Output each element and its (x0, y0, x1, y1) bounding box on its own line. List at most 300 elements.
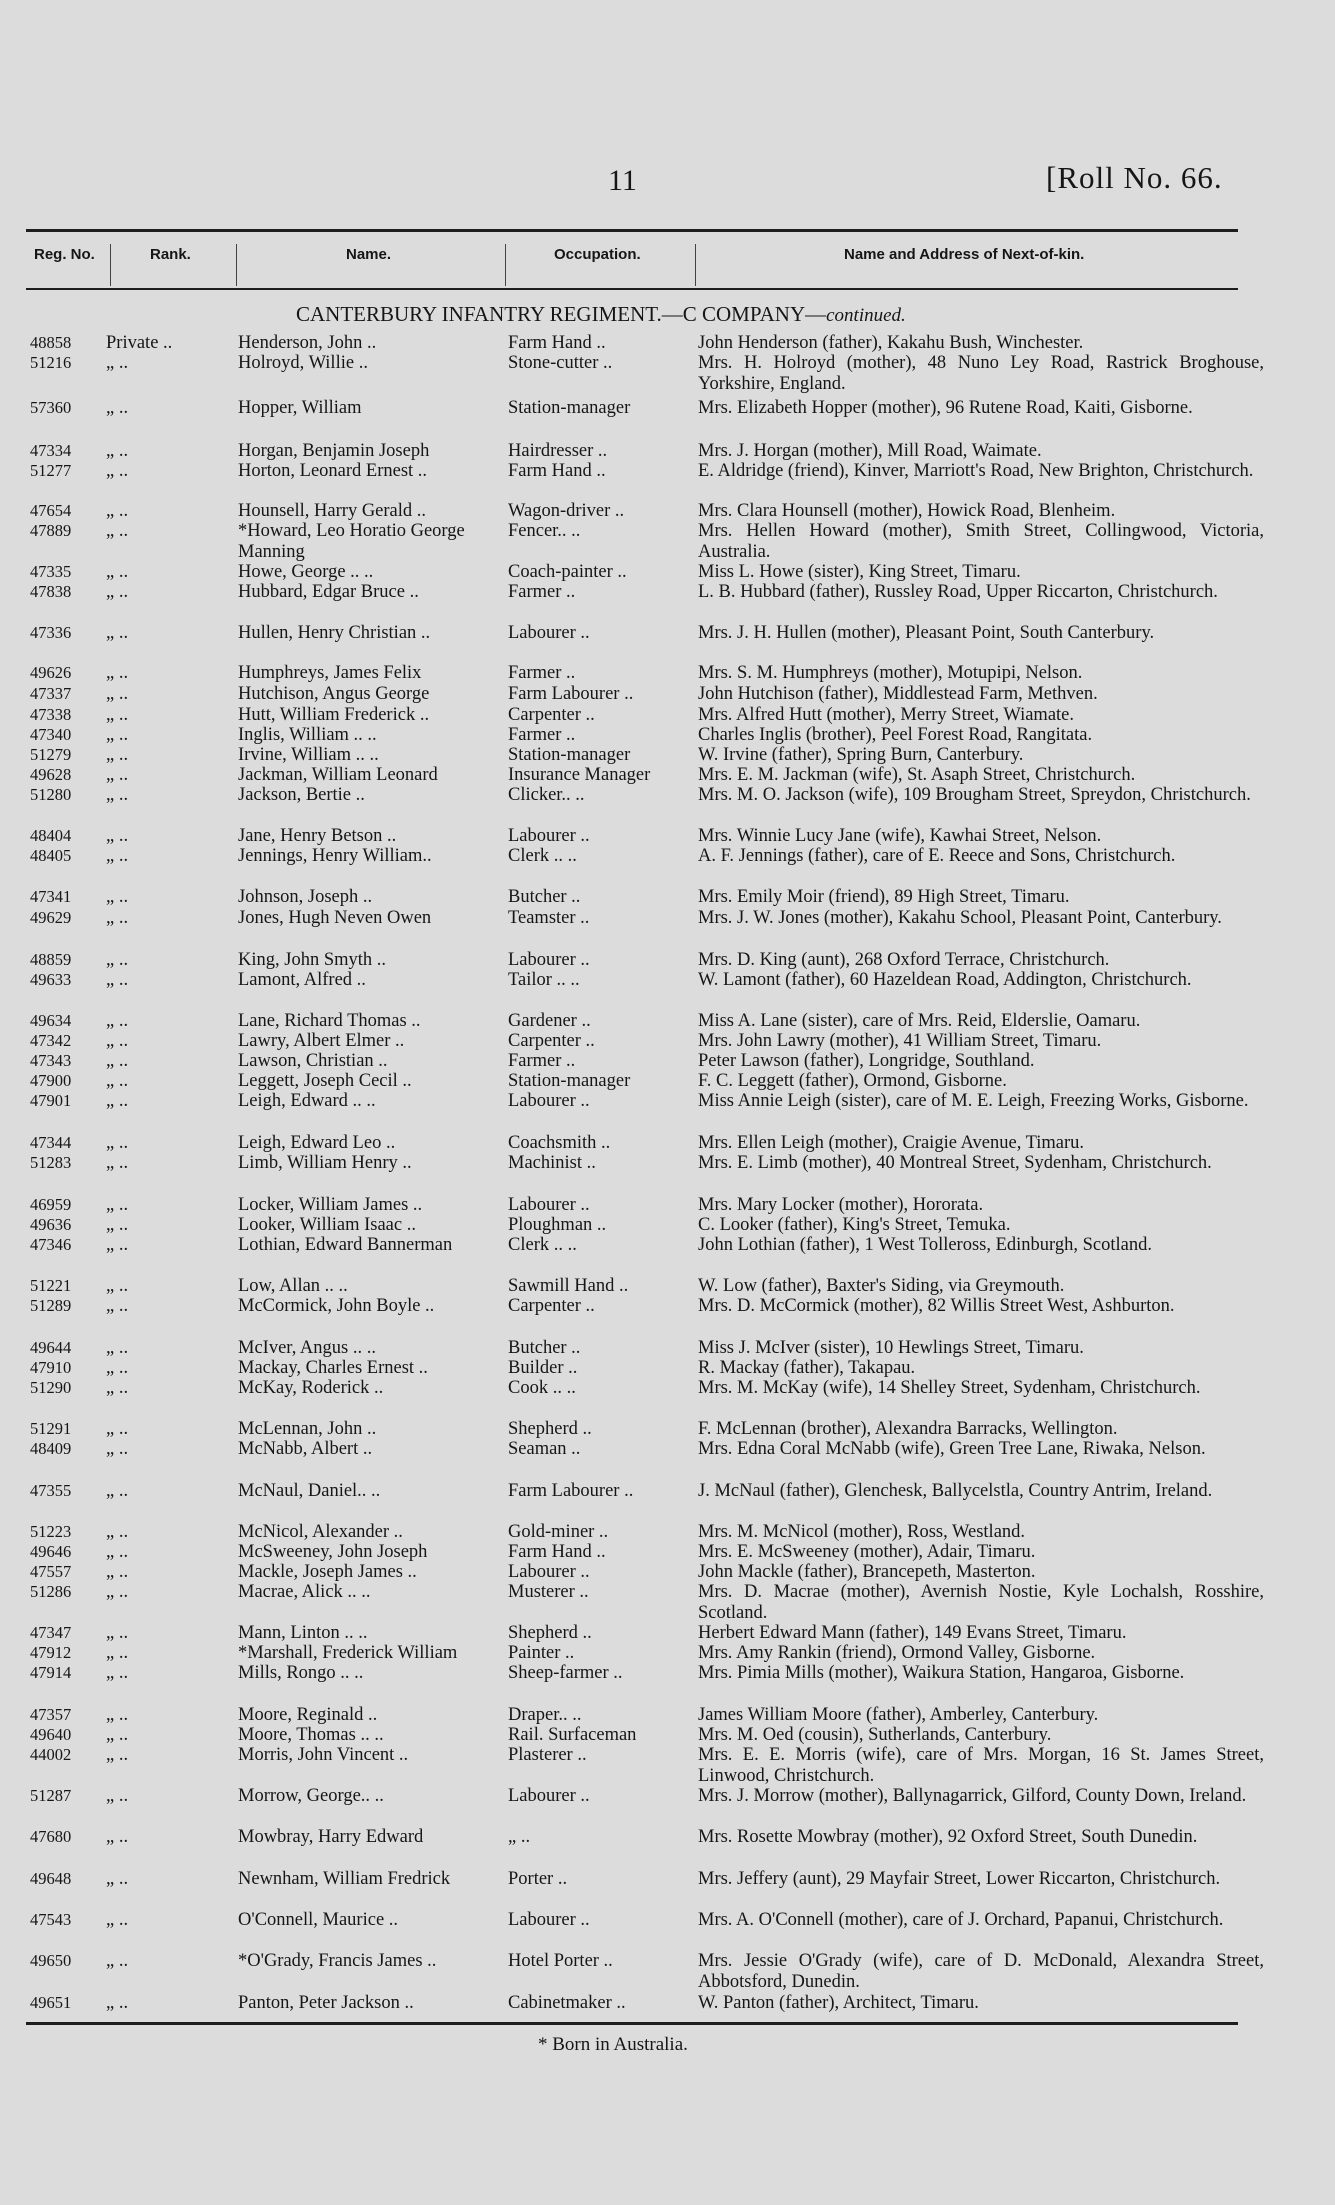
occupation: Farm Labourer .. (508, 684, 634, 704)
rank: „ .. (106, 765, 129, 785)
rank: „ .. (106, 745, 129, 765)
soldier-name: Mowbray, Harry Edward (238, 1827, 424, 1847)
next-of-kin: R. Mackay (father), Takapau. (698, 1358, 916, 1378)
occupation: Butcher .. (508, 1338, 581, 1358)
reg-number: 51221 (30, 1276, 72, 1295)
next-of-kin: Mrs. J. Morrow (mother), Ballynagarrick, Gilford, County Down, Ireland. (698, 1786, 1247, 1806)
occupation: Seaman .. (508, 1439, 581, 1459)
reg-number: 49626 (30, 663, 72, 682)
next-of-kin: John Lothian (father), 1 West Tolleross, Edinburgh, Scotland. (698, 1235, 1152, 1255)
header-name: Name. (346, 246, 392, 263)
rank: „ .. (106, 887, 129, 907)
occupation: Labourer .. (508, 1195, 590, 1215)
soldier-name: Henderson, John .. (238, 333, 377, 353)
soldier-name: McKay, Roderick .. (238, 1378, 384, 1398)
next-of-kin: Mrs. M. O. Jackson (wife), 109 Brougham Street, Spreydon, Christchurch. (698, 785, 1251, 805)
soldier-name: McSweeney, John Joseph (238, 1542, 428, 1562)
rank: „ .. (106, 1827, 129, 1847)
rank: „ .. (106, 501, 129, 521)
soldier-name: McLennan, John .. (238, 1419, 377, 1439)
soldier-name: McNicol, Alexander .. (238, 1522, 403, 1542)
soldier-name: Hullen, Henry Christian .. (238, 623, 431, 643)
rank: „ .. (106, 1338, 129, 1358)
next-of-kin: Mrs. D. King (aunt), 268 Oxford Terrace, Christchurch. (698, 950, 1110, 970)
reg-number: 49650 (30, 1951, 72, 1970)
next-of-kin: Miss J. McIver (sister), 10 Hewlings Street, Timaru. (698, 1338, 1084, 1358)
reg-number: 47338 (30, 705, 72, 724)
reg-number: 47342 (30, 1031, 72, 1050)
occupation: Ploughman .. (508, 1215, 607, 1235)
rank: Private .. (106, 333, 173, 353)
rank: „ .. (106, 846, 129, 866)
soldier-name: Holroyd, Willie .. (238, 353, 368, 373)
soldier-name: Jones, Hugh Neven Owen (238, 908, 432, 928)
next-of-kin: John Henderson (father), Kakahu Bush, Winchester. (698, 333, 1084, 353)
soldier-name: Looker, William Isaac .. (238, 1215, 416, 1235)
header-top-rule (26, 229, 1238, 232)
occupation: Labourer .. (508, 826, 590, 846)
occupation: Farm Hand .. (508, 333, 606, 353)
regiment-continued: continued. (826, 305, 906, 326)
soldier-name: Irvine, William .. .. (238, 745, 379, 765)
reg-number: 47344 (30, 1133, 72, 1152)
soldier-name: Lawry, Albert Elmer .. (238, 1031, 405, 1051)
occupation: Draper.. .. (508, 1705, 582, 1725)
reg-number: 47335 (30, 562, 72, 581)
rank: „ .. (106, 684, 129, 704)
soldier-name: Panton, Peter Jackson .. (238, 1993, 414, 2013)
occupation: Clerk .. .. (508, 846, 577, 866)
header-rank: Rank. (150, 246, 191, 263)
soldier-name: Humphreys, James Felix (238, 663, 422, 683)
reg-number: 49633 (30, 970, 72, 989)
occupation: Clicker.. .. (508, 785, 585, 805)
rank: „ .. (106, 1562, 129, 1582)
reg-number: 48859 (30, 950, 72, 969)
soldier-name: Inglis, William .. .. (238, 725, 377, 745)
reg-number: 51279 (30, 745, 72, 764)
column-divider (110, 244, 111, 286)
rank: „ .. (106, 1276, 129, 1296)
soldier-name: *O'Grady, Francis James .. (238, 1951, 437, 1971)
rank: „ .. (106, 1705, 129, 1725)
occupation: Rail. Surfaceman (508, 1725, 637, 1745)
next-of-kin: A. F. Jennings (father), care of E. Reece and Sons, Christchurch. (698, 846, 1176, 866)
next-of-kin: Charles Inglis (brother), Peel Forest Road, Rangitata. (698, 725, 1093, 745)
soldier-name: Lamont, Alfred .. (238, 970, 366, 990)
next-of-kin: Mrs. Amy Rankin (friend), Ormond Valley, Gisborne. (698, 1643, 1096, 1663)
rank: „ .. (106, 1910, 129, 1930)
rank: „ .. (106, 1663, 129, 1683)
rank: „ .. (106, 1296, 129, 1316)
rank: „ .. (106, 1643, 129, 1663)
rank: „ .. (106, 521, 129, 541)
soldier-name: Moore, Thomas .. .. (238, 1725, 384, 1745)
soldier-name: Mackle, Joseph James .. (238, 1562, 417, 1582)
soldier-name: Lane, Richard Thomas .. (238, 1011, 421, 1031)
reg-number: 49629 (30, 908, 72, 927)
next-of-kin: Mrs. M. Oed (cousin), Sutherlands, Canterbury. (698, 1725, 1052, 1745)
soldier-name: Jennings, Henry William.. (238, 846, 432, 866)
soldier-name: Jackson, Bertie .. (238, 785, 365, 805)
reg-number: 47889 (30, 521, 72, 540)
soldier-name: Jane, Henry Betson .. (238, 826, 397, 846)
reg-number: 49640 (30, 1725, 72, 1744)
rank: „ .. (106, 1235, 129, 1255)
soldier-name: Hutchison, Angus George (238, 684, 430, 704)
soldier-name: McIver, Angus .. .. (238, 1338, 376, 1358)
next-of-kin: Miss A. Lane (sister), care of Mrs. Reid, Elderslie, Oamaru. (698, 1011, 1141, 1031)
rank: „ .. (106, 1786, 129, 1806)
occupation: Farm Hand .. (508, 461, 606, 481)
reg-number: 47337 (30, 684, 72, 703)
next-of-kin: Mrs. A. O'Connell (mother), care of J. Orchard, Papanui, Christchurch. (698, 1910, 1224, 1930)
rank: „ .. (106, 705, 129, 725)
reg-number: 51287 (30, 1786, 72, 1805)
occupation: Insurance Manager (508, 765, 651, 785)
occupation: Labourer .. (508, 623, 590, 643)
next-of-kin: Mrs. Winnie Lucy Jane (wife), Kawhai Street, Nelson. (698, 826, 1102, 846)
rank: „ .. (106, 1358, 129, 1378)
rank: „ .. (106, 1153, 129, 1173)
soldier-name: Horton, Leonard Ernest .. (238, 461, 428, 481)
header-bottom-rule (26, 288, 1238, 290)
next-of-kin: Mrs. Rosette Mowbray (mother), 92 Oxford Street, South Dunedin. (698, 1827, 1198, 1847)
occupation: „ .. (508, 1827, 531, 1847)
next-of-kin: W. Low (father), Baxter's Siding, via Greymouth. (698, 1276, 1065, 1296)
soldier-name: *Howard, Leo Horatio George Manning (238, 521, 465, 562)
reg-number: 51216 (30, 353, 72, 372)
reg-number: 47357 (30, 1705, 72, 1724)
occupation: Shepherd .. (508, 1419, 592, 1439)
rank: „ .. (106, 623, 129, 643)
rank: „ .. (106, 663, 129, 683)
next-of-kin: Mrs. J. W. Jones (mother), Kakahu School, Pleasant Point, Canterbury. (698, 908, 1222, 928)
occupation: Wagon-driver .. (508, 501, 625, 521)
rank: „ .. (106, 1522, 129, 1542)
reg-number: 47838 (30, 582, 72, 601)
soldier-name: Hounsell, Harry Gerald .. (238, 501, 427, 521)
rank: „ .. (106, 1993, 129, 2013)
reg-number: 47654 (30, 501, 72, 520)
next-of-kin: Mrs. Pimia Mills (mother), Waikura Station, Hangaroa, Gisborne. (698, 1663, 1185, 1683)
reg-number: 47900 (30, 1071, 72, 1090)
reg-number: 49636 (30, 1215, 72, 1234)
reg-number: 47346 (30, 1235, 72, 1254)
reg-number: 47557 (30, 1562, 72, 1581)
reg-number: 47343 (30, 1051, 72, 1070)
soldier-name: Low, Allan .. .. (238, 1276, 348, 1296)
next-of-kin: Mrs. S. M. Humphreys (mother), Motupipi, Nelson. (698, 663, 1083, 683)
occupation: Shepherd .. (508, 1623, 592, 1643)
soldier-name: Leggett, Joseph Cecil .. (238, 1071, 412, 1091)
rank: „ .. (106, 1951, 129, 1971)
rank: „ .. (106, 1481, 129, 1501)
occupation: Stone-cutter .. (508, 353, 613, 373)
rank: „ .. (106, 582, 129, 602)
page-number: 11 (608, 164, 637, 197)
soldier-name: Hutt, William Frederick .. (238, 705, 430, 725)
rank: „ .. (106, 1623, 129, 1643)
rank: „ .. (106, 908, 129, 928)
occupation: Musterer .. (508, 1582, 589, 1602)
regiment-title: CANTERBURY INFANTRY REGIMENT.—C COMPANY— (296, 302, 827, 326)
occupation: Labourer .. (508, 1786, 590, 1806)
occupation: Gold-miner .. (508, 1522, 609, 1542)
soldier-name: Mann, Linton .. .. (238, 1623, 368, 1643)
soldier-name: King, John Smyth .. (238, 950, 387, 970)
soldier-name: *Marshall, Frederick William (238, 1643, 458, 1663)
next-of-kin: Mrs. J. H. Hullen (mother), Pleasant Point, South Canterbury. (698, 623, 1155, 643)
occupation: Farmer .. (508, 582, 576, 602)
column-divider (236, 244, 237, 286)
rank: „ .. (106, 1091, 129, 1111)
reg-number: 47914 (30, 1663, 72, 1682)
soldier-name: Morrow, George.. .. (238, 1786, 384, 1806)
occupation: Carpenter .. (508, 1296, 595, 1316)
soldier-name: Lawson, Christian .. (238, 1051, 388, 1071)
next-of-kin: Miss L. Howe (sister), King Street, Timaru. (698, 562, 1021, 582)
next-of-kin: W. Irvine (father), Spring Burn, Canterbury. (698, 745, 1024, 765)
next-of-kin: Mrs. J. Horgan (mother), Mill Road, Waimate. (698, 441, 1042, 461)
header-next-of-kin: Name and Address of Next-of-kin. (844, 246, 1085, 263)
soldier-name: Leigh, Edward .. .. (238, 1091, 376, 1111)
reg-number: 47543 (30, 1910, 72, 1929)
soldier-name: O'Connell, Maurice .. (238, 1910, 399, 1930)
next-of-kin: Mrs. M. McNicol (mother), Ross, Westland. (698, 1522, 1026, 1542)
rank: „ .. (106, 1725, 129, 1745)
soldier-name: Horgan, Benjamin Joseph (238, 441, 430, 461)
next-of-kin: Mrs. E. Limb (mother), 40 Montreal Street, Sydenham, Christchurch. (698, 1153, 1212, 1173)
rank: „ .. (106, 441, 129, 461)
reg-number: 49634 (30, 1011, 72, 1030)
reg-number: 49644 (30, 1338, 72, 1357)
rank: „ .. (106, 725, 129, 745)
occupation: Porter .. (508, 1869, 568, 1889)
next-of-kin: Mrs. D. McCormick (mother), 82 Willis Street West, Ashburton. (698, 1296, 1175, 1316)
reg-number: 47347 (30, 1623, 72, 1642)
occupation: Coachsmith .. (508, 1133, 611, 1153)
next-of-kin: Mrs. Ellen Leigh (mother), Craigie Avenue, Timaru. (698, 1133, 1085, 1153)
reg-number: 57360 (30, 398, 72, 417)
reg-number: 47340 (30, 725, 72, 744)
next-of-kin: L. B. Hubbard (father), Russley Road, Upper Riccarton, Christchurch. (698, 582, 1218, 602)
soldier-name: Moore, Reginald .. (238, 1705, 378, 1725)
occupation: Labourer .. (508, 1562, 590, 1582)
occupation: Sheep-farmer .. (508, 1663, 623, 1683)
occupation: Coach-painter .. (508, 562, 627, 582)
reg-number: 47355 (30, 1481, 72, 1500)
occupation: Labourer .. (508, 950, 590, 970)
reg-number: 51291 (30, 1419, 72, 1438)
reg-number: 51290 (30, 1378, 72, 1397)
occupation: Painter .. (508, 1643, 575, 1663)
rank: „ .. (106, 1542, 129, 1562)
soldier-name: Newnham, William Fredrick (238, 1869, 451, 1889)
reg-number: 47680 (30, 1827, 72, 1846)
reg-number: 48405 (30, 846, 72, 865)
occupation: Butcher .. (508, 887, 581, 907)
soldier-name: McCormick, John Boyle .. (238, 1296, 435, 1316)
next-of-kin: Mrs. Elizabeth Hopper (mother), 96 Rutene Road, Kaiti, Gisborne. (698, 398, 1193, 418)
occupation: Builder .. (508, 1358, 578, 1378)
next-of-kin: Mrs. E. M. Jackman (wife), St. Asaph Street, Christchurch. (698, 765, 1136, 785)
soldier-name: McNaul, Daniel.. .. (238, 1481, 381, 1501)
rank: „ .. (106, 1439, 129, 1459)
occupation: Teamster .. (508, 908, 590, 928)
column-divider (695, 244, 696, 286)
occupation: Cabinetmaker .. (508, 1993, 626, 2013)
next-of-kin: W. Lamont (father), 60 Hazeldean Road, Addington, Christchurch. (698, 970, 1192, 990)
next-of-kin: Herbert Edward Mann (father), 149 Evans Street, Timaru. (698, 1623, 1127, 1643)
reg-number: 48404 (30, 826, 72, 845)
next-of-kin: E. Aldridge (friend), Kinver, Marriott's Road, New Brighton, Christchurch. (698, 461, 1254, 481)
reg-number: 47341 (30, 887, 72, 906)
rank: „ .. (106, 1378, 129, 1398)
reg-number: 49628 (30, 765, 72, 784)
rank: „ .. (106, 1582, 129, 1602)
next-of-kin: Mrs. Mary Locker (mother), Hororata. (698, 1195, 984, 1215)
rank: „ .. (106, 1215, 129, 1235)
next-of-kin: Mrs. E. E. Morris (wife), care of Mrs. Morgan, 16 St. James Street, Linwood, Christchurch. (698, 1745, 1264, 1786)
reg-number: 51286 (30, 1582, 72, 1601)
soldier-name: Mills, Rongo .. .. (238, 1663, 364, 1683)
occupation: Station-manager (508, 398, 631, 418)
occupation: Clerk .. .. (508, 1235, 577, 1255)
soldier-name: Hopper, William (238, 398, 362, 418)
occupation: Labourer .. (508, 1091, 590, 1111)
next-of-kin: Mrs. Emily Moir (friend), 89 High Street, Timaru. (698, 887, 1070, 907)
occupation: Station-manager (508, 1071, 631, 1091)
rank: „ .. (106, 950, 129, 970)
rank: „ .. (106, 1745, 129, 1765)
soldier-name: Mackay, Charles Ernest .. (238, 1358, 428, 1378)
rank: „ .. (106, 1419, 129, 1439)
next-of-kin: Mrs. D. Macrae (mother), Avernish Nostie, Kyle Lochalsh, Rosshire, Scotland. (698, 1582, 1264, 1623)
next-of-kin: Mrs. H. Holroyd (mother), 48 Nuno Ley Road, Rastrick Broghouse, Yorkshire, England. (698, 353, 1264, 394)
reg-number: 48858 (30, 333, 72, 352)
reg-number: 48409 (30, 1439, 72, 1458)
reg-number: 49646 (30, 1542, 72, 1561)
occupation: Carpenter .. (508, 705, 595, 725)
soldier-name: Macrae, Alick .. .. (238, 1582, 371, 1602)
next-of-kin: Mrs. Edna Coral McNabb (wife), Green Tree Lane, Riwaka, Nelson. (698, 1439, 1206, 1459)
rank: „ .. (106, 1071, 129, 1091)
rank: „ .. (106, 398, 129, 418)
occupation: Fencer.. .. (508, 521, 581, 541)
regiment-heading (296, 302, 906, 327)
reg-number: 44002 (30, 1745, 72, 1764)
reg-number: 49651 (30, 1993, 72, 2012)
occupation: Farmer .. (508, 663, 576, 683)
soldier-name: Howe, George .. .. (238, 562, 374, 582)
occupation: Farmer .. (508, 725, 576, 745)
reg-number: 51289 (30, 1296, 72, 1315)
reg-number: 47910 (30, 1358, 72, 1377)
next-of-kin: J. McNaul (father), Glenchesk, Ballycelstla, Country Antrim, Ireland. (698, 1481, 1213, 1501)
occupation: Sawmill Hand .. (508, 1276, 629, 1296)
rank: „ .. (106, 970, 129, 990)
next-of-kin: Miss Annie Leigh (sister), care of M. E. Leigh, Freezing Works, Gisborne. (698, 1091, 1249, 1111)
header-occupation: Occupation. (554, 246, 641, 263)
next-of-kin: F. C. Leggett (father), Ormond, Gisborne. (698, 1071, 1007, 1091)
occupation: Hotel Porter .. (508, 1951, 613, 1971)
reg-number: 51223 (30, 1522, 72, 1541)
next-of-kin: Mrs. Jeffery (aunt), 29 Mayfair Street, Lower Riccarton, Christchurch. (698, 1869, 1221, 1889)
soldier-name: Morris, John Vincent .. (238, 1745, 409, 1765)
footnote: * Born in Australia. (538, 2034, 688, 2055)
soldier-name: Lothian, Edward Bannerman (238, 1235, 453, 1255)
rank: „ .. (106, 461, 129, 481)
next-of-kin: John Mackle (father), Brancepeth, Masterton. (698, 1562, 1036, 1582)
reg-number: 47336 (30, 623, 72, 642)
rank: „ .. (106, 826, 129, 846)
occupation: Farmer .. (508, 1051, 576, 1071)
next-of-kin: Mrs. M. McKay (wife), 14 Shelley Street, Sydenham, Christchurch. (698, 1378, 1201, 1398)
next-of-kin: F. McLennan (brother), Alexandra Barracks, Wellington. (698, 1419, 1118, 1439)
occupation: Gardener .. (508, 1011, 591, 1031)
occupation: Cook .. .. (508, 1378, 576, 1398)
soldier-name: Limb, William Henry .. (238, 1153, 412, 1173)
next-of-kin: John Hutchison (father), Middlestead Farm, Methven. (698, 684, 1098, 704)
next-of-kin: Mrs. John Lawry (mother), 41 William Street, Timaru. (698, 1031, 1102, 1051)
reg-number: 47912 (30, 1643, 72, 1662)
roll-number: [Roll No. 66. (1046, 160, 1223, 195)
occupation: Machinist .. (508, 1153, 596, 1173)
reg-number: 47901 (30, 1091, 72, 1110)
occupation: Farm Labourer .. (508, 1481, 634, 1501)
rank: „ .. (106, 1195, 129, 1215)
rank: „ .. (106, 1031, 129, 1051)
next-of-kin: Mrs. Hellen Howard (mother), Smith Street, Collingwood, Victoria, Australia. (698, 521, 1264, 562)
header-reg-no: Reg. No. (34, 246, 95, 263)
reg-number: 47334 (30, 441, 72, 460)
next-of-kin: Mrs. Clara Hounsell (mother), Howick Road, Blenheim. (698, 501, 1116, 521)
rank: „ .. (106, 353, 129, 373)
occupation: Plasterer .. (508, 1745, 587, 1765)
table-bottom-rule (26, 2022, 1238, 2025)
soldier-name: McNabb, Albert .. (238, 1439, 373, 1459)
occupation: Tailor .. .. (508, 970, 580, 990)
rank: „ .. (106, 1011, 129, 1031)
next-of-kin: Mrs. E. McSweeney (mother), Adair, Timaru. (698, 1542, 1036, 1562)
soldier-name: Locker, William James .. (238, 1195, 423, 1215)
next-of-kin: C. Looker (father), King's Street, Temuka. (698, 1215, 1011, 1235)
occupation: Farm Hand .. (508, 1542, 606, 1562)
reg-number: 51280 (30, 785, 72, 804)
occupation: Station-manager (508, 745, 631, 765)
rank: „ .. (106, 1133, 129, 1153)
soldier-name: Leigh, Edward Leo .. (238, 1133, 396, 1153)
rank: „ .. (106, 562, 129, 582)
reg-number: 46959 (30, 1195, 72, 1214)
reg-number: 51283 (30, 1153, 72, 1172)
rank: „ .. (106, 785, 129, 805)
rank: „ .. (106, 1051, 129, 1071)
soldier-name: Hubbard, Edgar Bruce .. (238, 582, 419, 602)
next-of-kin: Mrs. Jessie O'Grady (wife), care of D. McDonald, Alexandra Street, Abbotsford, Dunedin. (698, 1951, 1264, 1992)
occupation: Hairdresser .. (508, 441, 608, 461)
rank: „ .. (106, 1869, 129, 1889)
next-of-kin: Peter Lawson (father), Longridge, Southland. (698, 1051, 1035, 1071)
soldier-name: Jackman, William Leonard (238, 765, 438, 785)
reg-number: 49648 (30, 1869, 72, 1888)
soldier-name: Johnson, Joseph .. (238, 887, 373, 907)
column-divider (505, 244, 506, 286)
next-of-kin: Mrs. Alfred Hutt (mother), Merry Street, Wiamate. (698, 705, 1075, 725)
occupation: Carpenter .. (508, 1031, 595, 1051)
reg-number: 51277 (30, 461, 72, 480)
